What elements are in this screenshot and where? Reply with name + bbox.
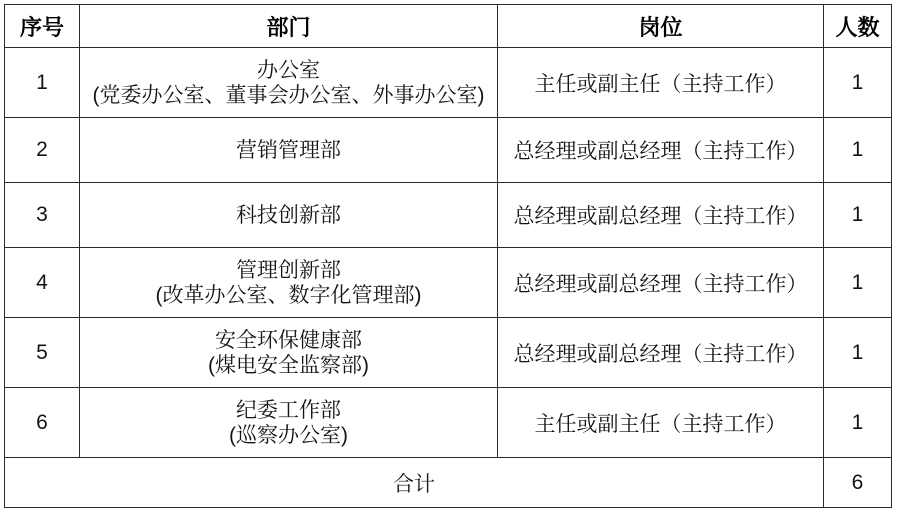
department-subunits: (巡察办公室) (229, 423, 348, 447)
table-row (5, 48, 892, 118)
count-cell: 1 (824, 48, 892, 118)
row-number-cell: 2 (5, 118, 80, 183)
table-row (5, 248, 892, 318)
department-subunits: (党委办公室、董事会办公室、外事办公室) (92, 83, 485, 107)
department-name: 安全环保健康部 (215, 328, 362, 352)
position-cell: 总经理或副总经理（主持工作） (498, 118, 824, 183)
department-name: 管理创新部 (236, 258, 341, 282)
header-row (5, 5, 892, 48)
position-cell: 总经理或副总经理（主持工作） (498, 183, 824, 248)
table-row (5, 388, 892, 458)
department-cell (80, 48, 498, 118)
footer-row (5, 458, 892, 508)
department-cell (80, 318, 498, 388)
staffing-table (4, 4, 892, 508)
table-row (5, 318, 892, 388)
department-cell (80, 388, 498, 458)
row-number-cell: 5 (5, 318, 80, 388)
header-cell-department: 部门 (80, 5, 498, 48)
row-number-cell: 4 (5, 248, 80, 318)
count-cell: 1 (824, 248, 892, 318)
total-value-cell: 6 (824, 458, 892, 508)
table-row (5, 183, 892, 248)
department-cell (80, 118, 498, 183)
count-cell: 1 (824, 183, 892, 248)
department-name: 科技创新部 (236, 203, 341, 227)
department-cell (80, 248, 498, 318)
department-subunits: (煤电安全监察部) (208, 353, 369, 377)
department-subunits: (改革办公室、数字化管理部) (155, 283, 422, 307)
department-name: 办公室 (257, 58, 320, 82)
header-cell-no: 序号 (5, 5, 80, 48)
header-cell-position: 岗位 (498, 5, 824, 48)
position-cell: 主任或副主任（主持工作） (498, 48, 824, 118)
department-name: 营销管理部 (236, 138, 341, 162)
table-row (5, 118, 892, 183)
header-cell-count: 人数 (824, 5, 892, 48)
total-label-cell: 合计 (5, 458, 824, 508)
department-cell (80, 183, 498, 248)
count-cell: 1 (824, 388, 892, 458)
row-number-cell: 6 (5, 388, 80, 458)
row-number-cell: 3 (5, 183, 80, 248)
position-cell: 总经理或副总经理（主持工作） (498, 318, 824, 388)
row-number-cell: 1 (5, 48, 80, 118)
position-cell: 总经理或副总经理（主持工作） (498, 248, 824, 318)
position-cell: 主任或副主任（主持工作） (498, 388, 824, 458)
count-cell: 1 (824, 318, 892, 388)
department-name: 纪委工作部 (236, 398, 341, 422)
count-cell: 1 (824, 118, 892, 183)
